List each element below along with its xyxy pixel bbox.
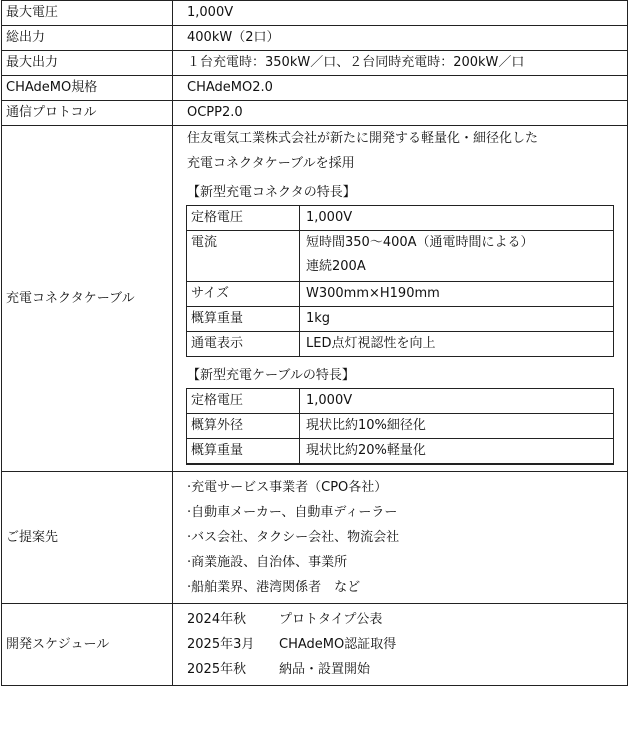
schedule-item	[187, 607, 623, 632]
list-item: ·船舶業界、港湾関係者 など	[187, 580, 361, 595]
schedule-item	[187, 657, 623, 682]
schedule-date: 2024年秋	[187, 612, 247, 627]
spec-row	[187, 282, 614, 307]
spec-value-line: 連続200A	[306, 259, 366, 274]
row-max-voltage	[2, 1, 628, 26]
intro-line: 住友電気工業株式会社が新たに開発する軽量化・細径化した	[187, 131, 539, 146]
row-max-output	[2, 51, 628, 76]
spec-row	[187, 206, 614, 231]
spec-value: 1kg	[300, 307, 614, 332]
list-item: ·商業施設、自治体、事業所	[187, 555, 348, 570]
schedule-item	[187, 632, 623, 657]
connector-features-heading: 【新型充電コネクタの特長】	[187, 185, 356, 200]
spec-row	[187, 307, 614, 332]
list-item: ·充電サービス事業者（CPO各社）	[187, 480, 388, 495]
spec-value: 現状比約10%細径化	[300, 414, 614, 439]
connector-details	[173, 126, 628, 472]
spec-key: 概算外径	[187, 414, 300, 439]
spec-value: W300mm×H190mm	[300, 282, 614, 307]
row-label: 充電コネクタケーブル	[2, 126, 173, 472]
row-connector-cable	[2, 126, 628, 472]
spec-row	[187, 439, 614, 465]
row-value: 400kW（2口）	[173, 26, 628, 51]
row-label: CHAdeMO規格	[2, 76, 173, 101]
spec-value: 1,000V	[300, 389, 614, 414]
spec-value: 1,000V	[300, 206, 614, 231]
row-value: １台充電時：350kW／口、２台同時充電時：200kW／口	[173, 51, 628, 76]
row-chademo	[2, 76, 628, 101]
row-label: ご提案先	[2, 472, 173, 604]
row-total-output	[2, 26, 628, 51]
list-item: ·バス会社、タクシー会社、物流会社	[187, 530, 400, 545]
spec-value: LED点灯視認性を向上	[300, 332, 614, 357]
spec-key: サイズ	[187, 282, 300, 307]
row-label: 最大出力	[2, 51, 173, 76]
spec-row	[187, 231, 614, 282]
schedule-event: プロトタイプ公表	[279, 612, 383, 627]
spec-key: 電流	[187, 231, 300, 282]
spec-value-line: 短時間350～400A（通電時間による）	[306, 235, 534, 250]
row-value: 1,000V	[173, 1, 628, 26]
spec-row	[187, 414, 614, 439]
spec-value: 現状比約20%軽量化	[300, 439, 614, 465]
connector-spec-table	[186, 205, 614, 357]
row-schedule	[2, 604, 628, 686]
row-label: 通信プロトコル	[2, 101, 173, 126]
schedule-event: 納品・設置開始	[279, 662, 371, 677]
proposal-list	[173, 472, 628, 604]
spec-key: 定格電圧	[187, 389, 300, 414]
intro-line: 充電コネクタケーブルを採用	[187, 156, 355, 171]
spec-table	[1, 0, 628, 686]
row-value: OCPP2.0	[173, 101, 628, 126]
spec-value	[300, 231, 614, 282]
spec-key: 概算重量	[187, 307, 300, 332]
row-proposal	[2, 472, 628, 604]
row-label: 総出力	[2, 26, 173, 51]
row-label: 最大電圧	[2, 1, 173, 26]
schedule-date: 2025年3月	[187, 637, 255, 652]
spec-key: 通電表示	[187, 332, 300, 357]
row-protocol	[2, 101, 628, 126]
row-label: 開発スケジュール	[2, 604, 173, 686]
cable-spec-table	[186, 388, 614, 465]
list-item: ·自動車メーカー、自動車ディーラー	[187, 505, 398, 520]
spec-row	[187, 389, 614, 414]
schedule-event: CHAdeMO認証取得	[279, 637, 397, 652]
row-value: CHAdeMO2.0	[173, 76, 628, 101]
cable-features-heading: 【新型充電ケーブルの特長】	[187, 368, 355, 383]
schedule-list	[173, 604, 628, 686]
schedule-date: 2025年秋	[187, 662, 247, 677]
spec-key: 定格電圧	[187, 206, 300, 231]
spec-key: 概算重量	[187, 439, 300, 465]
spec-row	[187, 332, 614, 357]
